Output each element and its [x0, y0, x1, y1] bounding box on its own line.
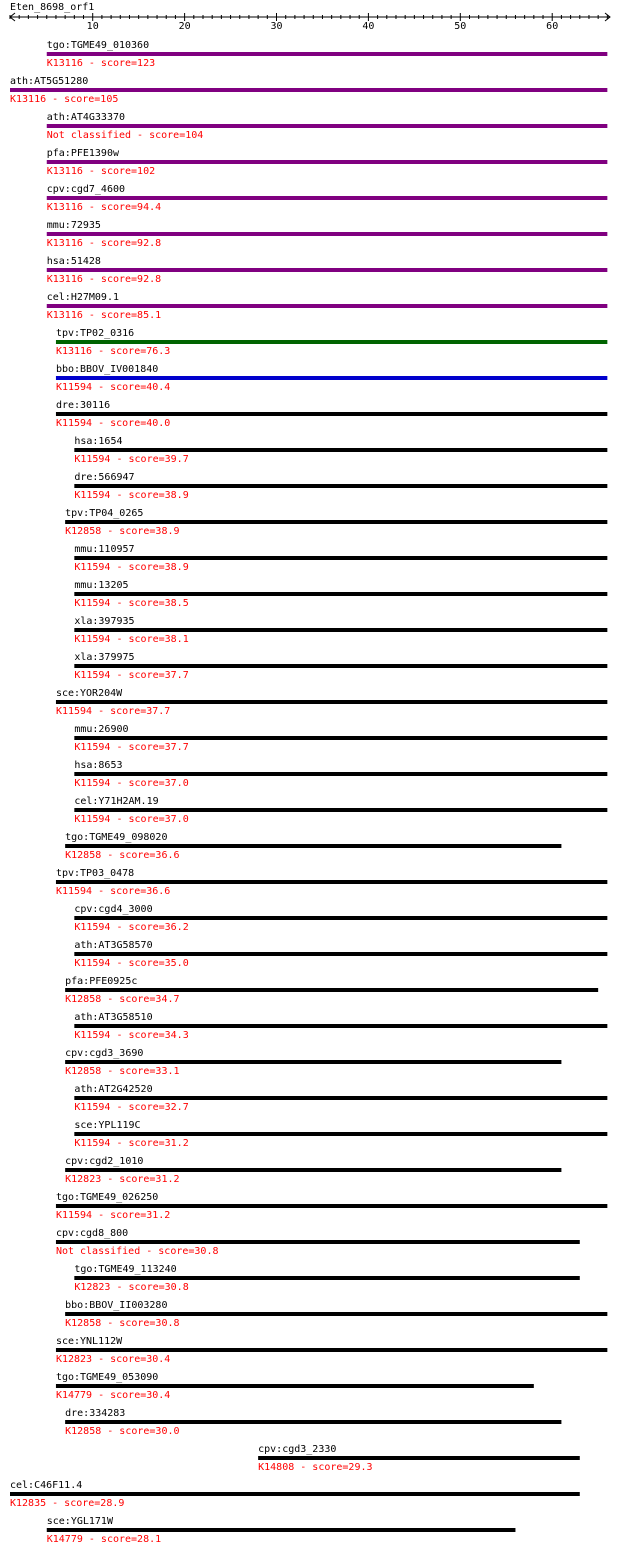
hit-score[interactable]: K11594 - score=32.7: [74, 1102, 189, 1113]
hit-label[interactable]: cpv:cgd7_4600: [46, 184, 126, 195]
hit-row[interactable]: [56, 868, 607, 897]
hit-score[interactable]: K12858 - score=33.1: [65, 1066, 180, 1077]
hit-score[interactable]: K11594 - score=38.1: [74, 634, 189, 645]
hit-score[interactable]: K12823 - score=30.4: [55, 1354, 171, 1365]
hit-label[interactable]: ath:AT2G42520: [74, 1084, 153, 1095]
hit-label[interactable]: sce:YPL119C: [74, 1120, 141, 1131]
hit-bar[interactable]: [56, 880, 607, 884]
hit-label[interactable]: ath:AT3G58570: [74, 940, 153, 951]
hit-label[interactable]: tpv:TP04_0265: [65, 508, 144, 519]
hit-row[interactable]: [65, 1156, 561, 1185]
hit-bar[interactable]: [47, 1528, 516, 1532]
hit-label[interactable]: mmu:72935: [46, 220, 101, 231]
hit-score[interactable]: K13116 - score=76.3: [55, 346, 171, 357]
hit-row[interactable]: [47, 1516, 516, 1545]
query-label: Eten_8698_orf1: [10, 2, 95, 13]
hit-score[interactable]: K13116 - score=85.1: [46, 310, 162, 321]
hit-score[interactable]: K11594 - score=40.0: [55, 418, 171, 429]
hit-score[interactable]: K13116 - score=92.8: [46, 238, 162, 249]
hit-bar[interactable]: [56, 1384, 534, 1388]
hit-label[interactable]: cpv:cgd3_2330: [258, 1444, 337, 1455]
hit-score[interactable]: K11594 - score=36.2: [74, 922, 189, 933]
hit-score[interactable]: K11594 - score=37.7: [55, 706, 171, 717]
hit-row[interactable]: [47, 112, 608, 141]
hit-label[interactable]: pfa:PFE0925c: [65, 976, 138, 987]
hit-label[interactable]: hsa:51428: [46, 256, 101, 267]
hit-label[interactable]: mmu:26900: [74, 724, 129, 735]
hit-label[interactable]: tgo:TGME49_098020: [65, 832, 168, 843]
hit-row[interactable]: [65, 1048, 561, 1077]
hit-label[interactable]: cpv:cgd3_3690: [65, 1048, 144, 1059]
hit-score[interactable]: K13116 - score=92.8: [46, 274, 162, 285]
hit-score[interactable]: K13116 - score=102: [46, 166, 156, 177]
hit-bar[interactable]: [56, 1240, 580, 1244]
hit-row[interactable]: [47, 40, 608, 69]
hit-label[interactable]: cel:C46F11.4: [10, 1480, 83, 1491]
hit-score[interactable]: K11594 - score=36.6: [55, 886, 171, 897]
hit-bar[interactable]: [74, 736, 607, 740]
hit-score[interactable]: K13116 - score=123: [46, 58, 156, 69]
tick-label: 20: [178, 21, 191, 32]
hit-score[interactable]: K12858 - score=34.7: [65, 994, 180, 1005]
hit-label[interactable]: cel:Y71H2AM.19: [74, 796, 159, 807]
hit-label[interactable]: sce:YGL171W: [46, 1516, 113, 1527]
hit-bar[interactable]: [47, 160, 608, 164]
hit-label[interactable]: bbo:BBOV_II003280: [65, 1300, 168, 1311]
hit-score[interactable]: Not classified - score=104: [46, 130, 204, 141]
hit-label[interactable]: dre:30116: [55, 400, 111, 411]
hit-score[interactable]: K12858 - score=30.0: [65, 1426, 180, 1437]
hit-label[interactable]: cpv:cgd8_800: [55, 1228, 129, 1239]
hit-score[interactable]: K14779 - score=30.4: [55, 1390, 171, 1401]
hit-row[interactable]: [258, 1444, 580, 1473]
hit-score[interactable]: K13116 - score=94.4: [46, 202, 162, 213]
hit-row[interactable]: [56, 400, 607, 429]
hit-label[interactable]: sce:YNL112W: [55, 1336, 123, 1347]
hit-row[interactable]: [47, 256, 608, 285]
hit-bar[interactable]: [74, 448, 607, 452]
hit-row[interactable]: [10, 76, 607, 105]
hit-bar[interactable]: [47, 268, 608, 272]
hit-label[interactable]: dre:334283: [65, 1408, 126, 1419]
tick-label: 50: [454, 21, 467, 32]
hit-bar[interactable]: [56, 1204, 607, 1208]
tick-label: 40: [362, 21, 375, 32]
hit-row[interactable]: [65, 508, 607, 537]
hit-label[interactable]: cpv:cgd4_3000: [74, 904, 153, 915]
hit-score[interactable]: K12858 - score=36.6: [65, 850, 180, 861]
ruler: [10, 13, 610, 32]
hit-row[interactable]: [65, 1300, 607, 1329]
hit-row[interactable]: [56, 328, 607, 357]
hit-label[interactable]: tgo:TGME49_026250: [55, 1192, 159, 1203]
hit-label[interactable]: xla:397935: [74, 616, 135, 627]
hit-label[interactable]: mmu:110957: [74, 544, 135, 555]
hit-bar[interactable]: [74, 592, 607, 596]
hit-score[interactable]: K11594 - score=37.0: [74, 814, 189, 825]
hit-score[interactable]: K12858 - score=38.9: [65, 526, 180, 537]
hit-bar[interactable]: [47, 232, 608, 236]
hit-label[interactable]: ath:AT4G33370: [46, 112, 126, 123]
hit-row[interactable]: [74, 760, 607, 789]
hit-score[interactable]: K11594 - score=37.7: [74, 742, 189, 753]
hit-bar[interactable]: [47, 52, 608, 56]
hit-label[interactable]: bbo:BBOV_IV001840: [55, 364, 159, 375]
hit-bar[interactable]: [74, 916, 607, 920]
hit-row[interactable]: [74, 472, 607, 501]
hit-label[interactable]: tpv:TP02_0316: [55, 328, 135, 339]
hit-label[interactable]: cel:H27M09.1: [46, 292, 120, 303]
hit-bar[interactable]: [74, 1024, 607, 1028]
hit-bar[interactable]: [56, 1348, 607, 1352]
hit-label[interactable]: cpv:cgd2_1010: [65, 1156, 144, 1167]
hit-row[interactable]: [74, 1012, 607, 1041]
hit-bar[interactable]: [74, 772, 607, 776]
hit-row[interactable]: [74, 1084, 607, 1113]
hit-label[interactable]: sce:YOR204W: [55, 688, 123, 699]
hit-row[interactable]: [65, 1408, 561, 1437]
ruler-ticks: [10, 13, 607, 32]
hit-label[interactable]: dre:566947: [74, 472, 135, 483]
hit-bar[interactable]: [74, 628, 607, 632]
hit-row[interactable]: [47, 184, 608, 213]
hit-row[interactable]: [74, 904, 607, 933]
hit-row[interactable]: [56, 688, 607, 717]
hit-bar[interactable]: [56, 412, 607, 416]
hit-bar[interactable]: [74, 484, 607, 488]
hit-label[interactable]: tgo:TGME49_053090: [55, 1372, 159, 1383]
hit-row[interactable]: [74, 1120, 607, 1149]
hit-score[interactable]: K11594 - score=34.3: [74, 1030, 189, 1041]
hit-bar[interactable]: [74, 556, 607, 560]
hit-row[interactable]: [74, 652, 607, 681]
hit-score[interactable]: K11594 - score=37.7: [74, 670, 189, 681]
hit-row[interactable]: [56, 1336, 607, 1365]
hit-bar[interactable]: [10, 88, 607, 92]
hit-row[interactable]: [56, 1228, 580, 1257]
hit-row[interactable]: [74, 616, 607, 645]
hit-row[interactable]: [10, 1480, 580, 1509]
hit-score[interactable]: K11594 - score=38.9: [74, 562, 189, 573]
hit-bar[interactable]: [47, 124, 608, 128]
hit-score[interactable]: K14808 - score=29.3: [258, 1462, 373, 1473]
hit-label[interactable]: pfa:PFE1390w: [46, 148, 120, 159]
hit-label[interactable]: ath:AT3G58510: [74, 1012, 153, 1023]
hit-row[interactable]: [74, 1264, 579, 1293]
hit-score[interactable]: Not classified - score=30.8: [55, 1246, 219, 1257]
hit-row[interactable]: [47, 220, 608, 249]
hit-score[interactable]: K12835 - score=28.9: [10, 1498, 125, 1509]
hit-bar[interactable]: [74, 664, 607, 668]
hit-score[interactable]: K11594 - score=40.4: [55, 382, 171, 393]
hit-label[interactable]: xla:379975: [74, 652, 135, 663]
hit-bar[interactable]: [74, 952, 607, 956]
hit-bar[interactable]: [56, 340, 607, 344]
hit-list: [10, 40, 607, 1545]
hit-bar[interactable]: [56, 700, 607, 704]
hit-row[interactable]: [47, 148, 608, 177]
hit-score[interactable]: K13116 - score=105: [10, 94, 119, 105]
hit-bar[interactable]: [10, 1492, 580, 1496]
hit-label[interactable]: hsa:1654: [74, 436, 123, 447]
hit-bar[interactable]: [65, 988, 598, 992]
hit-bar[interactable]: [65, 1420, 561, 1424]
hit-bar[interactable]: [258, 1456, 580, 1460]
hit-bar[interactable]: [47, 304, 608, 308]
tick-label: 10: [86, 21, 99, 32]
hit-bar[interactable]: [65, 520, 607, 524]
hit-bar[interactable]: [65, 1060, 561, 1064]
tick-label: 60: [546, 21, 559, 32]
hit-score[interactable]: K11594 - score=38.9: [74, 490, 189, 501]
hit-row[interactable]: [65, 832, 561, 861]
hit-label[interactable]: ath:AT5G51280: [10, 76, 89, 87]
hit-label[interactable]: mmu:13205: [74, 580, 129, 591]
hit-score[interactable]: K11594 - score=37.0: [74, 778, 189, 789]
hit-bar[interactable]: [74, 1132, 607, 1136]
hit-row[interactable]: [56, 1372, 534, 1401]
hit-label[interactable]: tpv:TP03_0478: [55, 868, 135, 879]
hit-score[interactable]: K11594 - score=31.2: [74, 1138, 189, 1149]
hit-row[interactable]: [47, 292, 608, 321]
hit-row[interactable]: [74, 796, 607, 825]
hit-row[interactable]: [74, 436, 607, 465]
hit-row[interactable]: [74, 940, 607, 969]
hit-score[interactable]: K14779 - score=28.1: [46, 1534, 162, 1545]
hit-row[interactable]: [74, 544, 607, 573]
tick-label: 30: [270, 21, 283, 32]
hit-bar[interactable]: [56, 376, 607, 380]
hit-score[interactable]: K12823 - score=30.8: [74, 1282, 189, 1293]
hit-bar[interactable]: [65, 1312, 607, 1316]
hit-row[interactable]: [56, 1192, 607, 1221]
hit-bar[interactable]: [65, 844, 561, 848]
hit-row[interactable]: [74, 724, 607, 753]
hit-score[interactable]: K12823 - score=31.2: [65, 1174, 180, 1185]
hit-score[interactable]: K11594 - score=31.2: [55, 1210, 171, 1221]
hit-score[interactable]: K11594 - score=39.7: [74, 454, 189, 465]
hit-score[interactable]: K11594 - score=38.5: [74, 598, 189, 609]
hit-bar[interactable]: [74, 1276, 579, 1280]
hit-score[interactable]: K11594 - score=35.0: [74, 958, 189, 969]
hit-label[interactable]: tgo:TGME49_113240: [74, 1264, 177, 1275]
hit-score[interactable]: K12858 - score=30.8: [65, 1318, 180, 1329]
hit-row[interactable]: [65, 976, 598, 1005]
hit-bar[interactable]: [74, 1096, 607, 1100]
hit-label[interactable]: hsa:8653: [74, 760, 123, 771]
hit-row[interactable]: [56, 364, 607, 393]
hit-bar[interactable]: [65, 1168, 561, 1172]
hit-bar[interactable]: [74, 808, 607, 812]
hit-row[interactable]: [74, 580, 607, 609]
hit-label[interactable]: tgo:TGME49_010360: [46, 40, 150, 51]
hit-bar[interactable]: [47, 196, 608, 200]
